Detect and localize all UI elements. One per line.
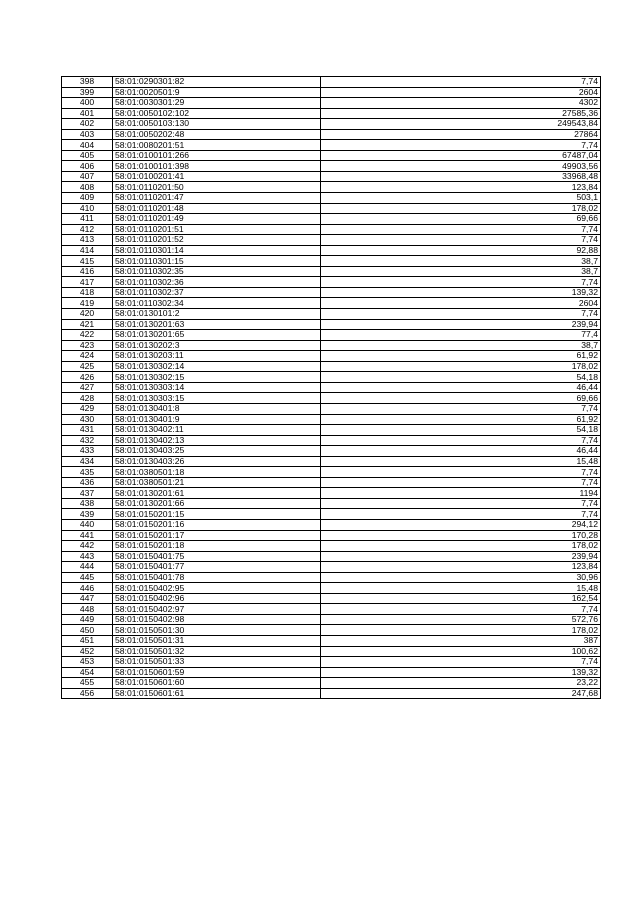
row-number-cell: 415	[62, 256, 113, 267]
value-cell: 27864	[321, 129, 601, 140]
table-row	[62, 530, 601, 541]
table-row	[62, 203, 601, 214]
value-cell: 7,74	[321, 277, 601, 288]
table-row	[62, 477, 601, 488]
row-number-cell: 437	[62, 488, 113, 499]
value-cell: 38,7	[321, 340, 601, 351]
cadastral-number-cell: 58:01:0130303:14	[113, 382, 321, 393]
row-number-cell: 410	[62, 203, 113, 214]
row-number-cell: 414	[62, 245, 113, 256]
cadastral-number-cell: 58:01:0080201:51	[113, 140, 321, 151]
row-number-cell: 405	[62, 150, 113, 161]
value-cell: 61,92	[321, 351, 601, 362]
cadastral-number-cell: 58:01:0130401:9	[113, 414, 321, 425]
value-cell: 7,74	[321, 498, 601, 509]
cadastral-number-cell: 58:01:0130302:15	[113, 372, 321, 383]
row-number-cell: 406	[62, 161, 113, 172]
cadastral-number-cell: 58:01:0130402:13	[113, 435, 321, 446]
row-number-cell: 433	[62, 446, 113, 457]
table-row	[62, 129, 601, 140]
cadastral-number-cell: 58:01:0110301:15	[113, 256, 321, 267]
value-cell: 123,84	[321, 182, 601, 193]
cadastral-number-cell: 58:01:0150501:32	[113, 646, 321, 657]
cadastral-number-cell: 58:01:0150402:97	[113, 604, 321, 615]
row-number-cell: 450	[62, 625, 113, 636]
value-cell: 69,66	[321, 214, 601, 225]
cadastral-number-cell: 58:01:0130303:15	[113, 393, 321, 404]
table-row	[62, 330, 601, 341]
cadastral-number-cell: 58:01:0150201:18	[113, 541, 321, 552]
table-row	[62, 150, 601, 161]
value-cell: 123,84	[321, 562, 601, 573]
row-number-cell: 440	[62, 519, 113, 530]
value-cell: 4302	[321, 98, 601, 109]
cadastral-number-cell: 58:01:0150201:15	[113, 509, 321, 520]
table-row	[62, 635, 601, 646]
cadastral-number-cell: 58:01:0380501:21	[113, 477, 321, 488]
row-number-cell: 418	[62, 287, 113, 298]
row-number-cell: 423	[62, 340, 113, 351]
row-number-cell: 434	[62, 456, 113, 467]
cadastral-number-cell: 58:01:0110302:36	[113, 277, 321, 288]
row-number-cell: 443	[62, 551, 113, 562]
cadastral-number-cell: 58:01:0130201:61	[113, 488, 321, 499]
table-row	[62, 509, 601, 520]
table-row	[62, 583, 601, 594]
cadastral-number-cell: 58:01:0130403:25	[113, 446, 321, 457]
table-row	[62, 340, 601, 351]
table-row	[62, 372, 601, 383]
row-number-cell: 448	[62, 604, 113, 615]
row-number-cell: 442	[62, 541, 113, 552]
row-number-cell: 447	[62, 593, 113, 604]
cadastral-number-cell: 58:01:0380501:18	[113, 467, 321, 478]
row-number-cell: 408	[62, 182, 113, 193]
table-row	[62, 193, 601, 204]
cadastral-number-cell: 58:01:0050102:102	[113, 108, 321, 119]
cadastral-number-cell: 58:01:0110302:35	[113, 266, 321, 277]
table-row	[62, 319, 601, 330]
value-cell: 7,74	[321, 435, 601, 446]
row-number-cell: 449	[62, 614, 113, 625]
table-row	[62, 435, 601, 446]
cadastral-number-cell: 58:01:0150601:59	[113, 667, 321, 678]
value-cell: 15,48	[321, 583, 601, 594]
value-cell: 178,02	[321, 625, 601, 636]
table-row	[62, 214, 601, 225]
table-row	[62, 593, 601, 604]
value-cell: 7,74	[321, 477, 601, 488]
table-row	[62, 657, 601, 668]
cadastral-number-cell: 58:01:0150201:16	[113, 519, 321, 530]
value-cell: 61,92	[321, 414, 601, 425]
row-number-cell: 428	[62, 393, 113, 404]
cadastral-number-cell: 58:01:0110201:50	[113, 182, 321, 193]
row-number-cell: 404	[62, 140, 113, 151]
cadastral-number-cell: 58:01:0150501:31	[113, 635, 321, 646]
value-cell: 38,7	[321, 256, 601, 267]
row-number-cell: 417	[62, 277, 113, 288]
table-row	[62, 541, 601, 552]
table-row	[62, 467, 601, 478]
cadastral-number-cell: 58:01:0150401:78	[113, 572, 321, 583]
cadastral-number-cell: 58:01:0110201:48	[113, 203, 321, 214]
row-number-cell: 438	[62, 498, 113, 509]
row-number-cell: 431	[62, 425, 113, 436]
value-cell: 178,02	[321, 361, 601, 372]
value-cell: 27585,36	[321, 108, 601, 119]
table-row	[62, 119, 601, 130]
row-number-cell: 436	[62, 477, 113, 488]
row-number-cell: 425	[62, 361, 113, 372]
table-row	[62, 298, 601, 309]
cadastral-number-cell: 58:01:0130201:63	[113, 319, 321, 330]
row-number-cell: 403	[62, 129, 113, 140]
table-row	[62, 182, 601, 193]
row-number-cell: 455	[62, 678, 113, 689]
row-number-cell: 441	[62, 530, 113, 541]
row-number-cell: 413	[62, 235, 113, 246]
value-cell: 100,62	[321, 646, 601, 657]
row-number-cell: 424	[62, 351, 113, 362]
cadastral-number-cell: 58:01:0110201:47	[113, 193, 321, 204]
value-cell: 1194	[321, 488, 601, 499]
table-row	[62, 625, 601, 636]
cadastral-number-cell: 58:01:0150201:17	[113, 530, 321, 541]
cadastral-number-cell: 58:01:0110302:34	[113, 298, 321, 309]
table-row	[62, 277, 601, 288]
cadastral-number-cell: 58:01:0130401:8	[113, 403, 321, 414]
value-cell: 67487,04	[321, 150, 601, 161]
row-number-cell: 421	[62, 319, 113, 330]
value-cell: 503,1	[321, 193, 601, 204]
cadastral-number-cell: 58:01:0130201:66	[113, 498, 321, 509]
row-number-cell: 398	[62, 77, 113, 88]
value-cell: 249543,84	[321, 119, 601, 130]
cadastral-number-cell: 58:01:0150501:30	[113, 625, 321, 636]
value-cell: 15,48	[321, 456, 601, 467]
value-cell: 178,02	[321, 203, 601, 214]
row-number-cell: 420	[62, 309, 113, 320]
cadastral-number-cell: 58:01:0150402:96	[113, 593, 321, 604]
cadastral-number-cell: 58:01:0110201:51	[113, 224, 321, 235]
row-number-cell: 439	[62, 509, 113, 520]
table-row	[62, 98, 601, 109]
value-cell: 7,74	[321, 509, 601, 520]
table-row	[62, 425, 601, 436]
row-number-cell: 399	[62, 87, 113, 98]
value-cell: 49903,56	[321, 161, 601, 172]
value-cell: 139,32	[321, 287, 601, 298]
row-number-cell: 452	[62, 646, 113, 657]
cadastral-number-cell: 58:01:0150601:61	[113, 688, 321, 699]
row-number-cell: 446	[62, 583, 113, 594]
table-row	[62, 140, 601, 151]
value-cell: 7,74	[321, 77, 601, 88]
value-cell: 2604	[321, 87, 601, 98]
value-cell: 92,88	[321, 245, 601, 256]
table-row	[62, 456, 601, 467]
table-body	[62, 77, 601, 699]
value-cell: 247,68	[321, 688, 601, 699]
cadastral-number-cell: 58:01:0150601:60	[113, 678, 321, 689]
table-row	[62, 245, 601, 256]
row-number-cell: 422	[62, 330, 113, 341]
row-number-cell: 430	[62, 414, 113, 425]
cadastral-number-cell: 58:01:0130403:26	[113, 456, 321, 467]
cadastral-number-cell: 58:01:0050202:48	[113, 129, 321, 140]
table-row	[62, 519, 601, 530]
cadastral-number-cell: 58:01:0110301:14	[113, 245, 321, 256]
table-row	[62, 551, 601, 562]
cadastral-number-cell: 58:01:0150401:77	[113, 562, 321, 573]
value-cell: 7,74	[321, 604, 601, 615]
row-number-cell: 416	[62, 266, 113, 277]
row-number-cell: 451	[62, 635, 113, 646]
value-cell: 7,74	[321, 140, 601, 151]
value-cell: 139,32	[321, 667, 601, 678]
value-cell: 239,94	[321, 551, 601, 562]
cadastral-number-cell: 58:01:0130202:3	[113, 340, 321, 351]
table-row	[62, 108, 601, 119]
cadastral-number-cell: 58:01:0100201:41	[113, 171, 321, 182]
table-row	[62, 403, 601, 414]
value-cell: 77,4	[321, 330, 601, 341]
row-number-cell: 432	[62, 435, 113, 446]
table-row	[62, 572, 601, 583]
cadastral-number-cell: 58:01:0130101:2	[113, 309, 321, 320]
cadastral-number-cell: 58:01:0150501:33	[113, 657, 321, 668]
value-cell: 170,28	[321, 530, 601, 541]
table-row	[62, 224, 601, 235]
table-row	[62, 266, 601, 277]
value-cell: 7,74	[321, 657, 601, 668]
row-number-cell: 419	[62, 298, 113, 309]
value-cell: 30,96	[321, 572, 601, 583]
table-row	[62, 604, 601, 615]
cadastral-values-table	[61, 76, 601, 699]
value-cell: 572,76	[321, 614, 601, 625]
value-cell: 69,66	[321, 393, 601, 404]
value-cell: 7,74	[321, 235, 601, 246]
table-row	[62, 287, 601, 298]
cadastral-number-cell: 58:01:0150401:75	[113, 551, 321, 562]
value-cell: 54,18	[321, 372, 601, 383]
value-cell: 7,74	[321, 309, 601, 320]
row-number-cell: 445	[62, 572, 113, 583]
value-cell: 7,74	[321, 403, 601, 414]
cadastral-number-cell: 58:01:0030301:29	[113, 98, 321, 109]
table-row	[62, 87, 601, 98]
table-row	[62, 446, 601, 457]
value-cell: 239,94	[321, 319, 601, 330]
table-row	[62, 309, 601, 320]
row-number-cell: 435	[62, 467, 113, 478]
value-cell: 38,7	[321, 266, 601, 277]
table-row	[62, 498, 601, 509]
row-number-cell: 412	[62, 224, 113, 235]
table-row	[62, 488, 601, 499]
cadastral-number-cell: 58:01:0020501:9	[113, 87, 321, 98]
cadastral-number-cell: 58:01:0130201:65	[113, 330, 321, 341]
value-cell: 46,44	[321, 382, 601, 393]
table-row	[62, 161, 601, 172]
cadastral-number-cell: 58:01:0150402:95	[113, 583, 321, 594]
value-cell: 7,74	[321, 467, 601, 478]
value-cell: 23,22	[321, 678, 601, 689]
value-cell: 7,74	[321, 224, 601, 235]
table-row	[62, 361, 601, 372]
cadastral-number-cell: 58:01:0100101:398	[113, 161, 321, 172]
table-row	[62, 235, 601, 246]
value-cell: 33968,48	[321, 171, 601, 182]
value-cell: 178,02	[321, 541, 601, 552]
row-number-cell: 401	[62, 108, 113, 119]
cadastral-number-cell: 58:01:0130203:11	[113, 351, 321, 362]
row-number-cell: 400	[62, 98, 113, 109]
row-number-cell: 426	[62, 372, 113, 383]
row-number-cell: 409	[62, 193, 113, 204]
table-row	[62, 688, 601, 699]
value-cell: 46,44	[321, 446, 601, 457]
value-cell: 387	[321, 635, 601, 646]
cadastral-number-cell: 58:01:0150402:98	[113, 614, 321, 625]
cadastral-number-cell: 58:01:0050103:130	[113, 119, 321, 130]
row-number-cell: 411	[62, 214, 113, 225]
table-row	[62, 562, 601, 573]
cadastral-number-cell: 58:01:0130402:11	[113, 425, 321, 436]
table-row	[62, 77, 601, 88]
value-cell: 294,12	[321, 519, 601, 530]
cadastral-number-cell: 58:01:0290301:82	[113, 77, 321, 88]
value-cell: 2604	[321, 298, 601, 309]
table-row	[62, 393, 601, 404]
table-row	[62, 382, 601, 393]
cadastral-number-cell: 58:01:0110201:52	[113, 235, 321, 246]
row-number-cell: 407	[62, 171, 113, 182]
value-cell: 162,54	[321, 593, 601, 604]
row-number-cell: 453	[62, 657, 113, 668]
row-number-cell: 402	[62, 119, 113, 130]
table-row	[62, 256, 601, 267]
row-number-cell: 427	[62, 382, 113, 393]
table-row	[62, 667, 601, 678]
cadastral-number-cell: 58:01:0110201:49	[113, 214, 321, 225]
row-number-cell: 444	[62, 562, 113, 573]
table-row	[62, 171, 601, 182]
row-number-cell: 454	[62, 667, 113, 678]
row-number-cell: 429	[62, 403, 113, 414]
row-number-cell: 456	[62, 688, 113, 699]
table-row	[62, 614, 601, 625]
value-cell: 54,18	[321, 425, 601, 436]
table-row	[62, 646, 601, 657]
table-row	[62, 414, 601, 425]
table-row	[62, 351, 601, 362]
cadastral-number-cell: 58:01:0130302:14	[113, 361, 321, 372]
cadastral-number-cell: 58:01:0100101:266	[113, 150, 321, 161]
table-row	[62, 678, 601, 689]
cadastral-number-cell: 58:01:0110302:37	[113, 287, 321, 298]
